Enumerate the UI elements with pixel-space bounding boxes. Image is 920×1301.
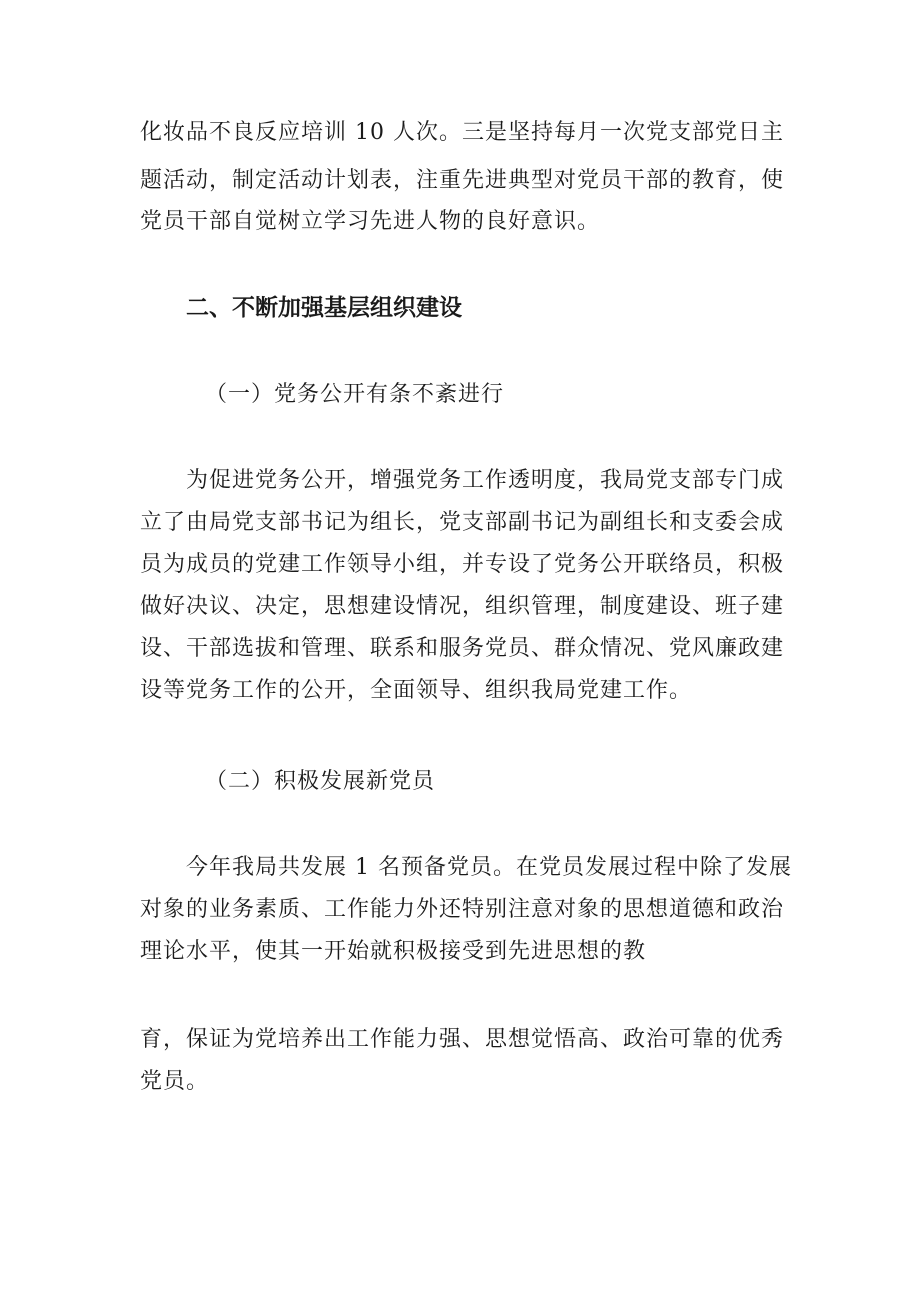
paragraph-2-line-3: 员为成员的党建工作领导小组，并专设了党务公开联络员，积极 [140, 552, 785, 577]
paragraph-2-line-5: 设、干部选拔和管理、联系和服务党员、群众情况、党风廉政建 [140, 636, 785, 661]
paragraph-4-line-2: 党员。 [140, 1069, 210, 1094]
paragraph-3-line-1: 今年我局共发展 1 名预备党员。在党员发展过程中除了发展 [186, 855, 792, 880]
paragraph-1-line-2: 题活动，制定活动计划表，注重先进典型对党员干部的教育，使 [140, 168, 785, 193]
section-heading: 二、不断加强基层组织建设 [186, 295, 462, 321]
paragraph-2-line-1: 为促进党务公开，增强党务工作透明度，我局党支部专门成 [186, 468, 785, 493]
paragraph-2-line-6: 设等党务工作的公开，全面领导、组织我局党建工作。 [140, 678, 693, 703]
paragraph-2-line-2: 立了由局党支部书记为组长，党支部副书记为副组长和支委会成 [140, 510, 785, 535]
subsection-heading-1: （一）党务公开有条不紊进行 [205, 382, 505, 407]
paragraph-4-line-1: 育，保证为党培养出工作能力强、思想觉悟高、政治可靠的优秀 [140, 1027, 785, 1052]
paragraph-3-line-3: 理论水平，使其一开始就积极接受到先进思想的教 [140, 939, 647, 964]
paragraph-1-line-1: 化妆品不良反应培训 10 人次。三是坚持每月一次党支部党日主 [140, 120, 784, 145]
paragraph-1-line-3: 党员干部自觉树立学习先进人物的良好意识。 [140, 209, 601, 234]
paragraph-2-line-4: 做好决议、决定，思想建设情况，组织管理，制度建设、班子建 [140, 594, 785, 619]
paragraph-3-line-2: 对象的业务素质、工作能力外还特别注意对象的思想道德和政治 [140, 897, 785, 922]
subsection-heading-2: （二）积极发展新党员 [205, 769, 436, 794]
